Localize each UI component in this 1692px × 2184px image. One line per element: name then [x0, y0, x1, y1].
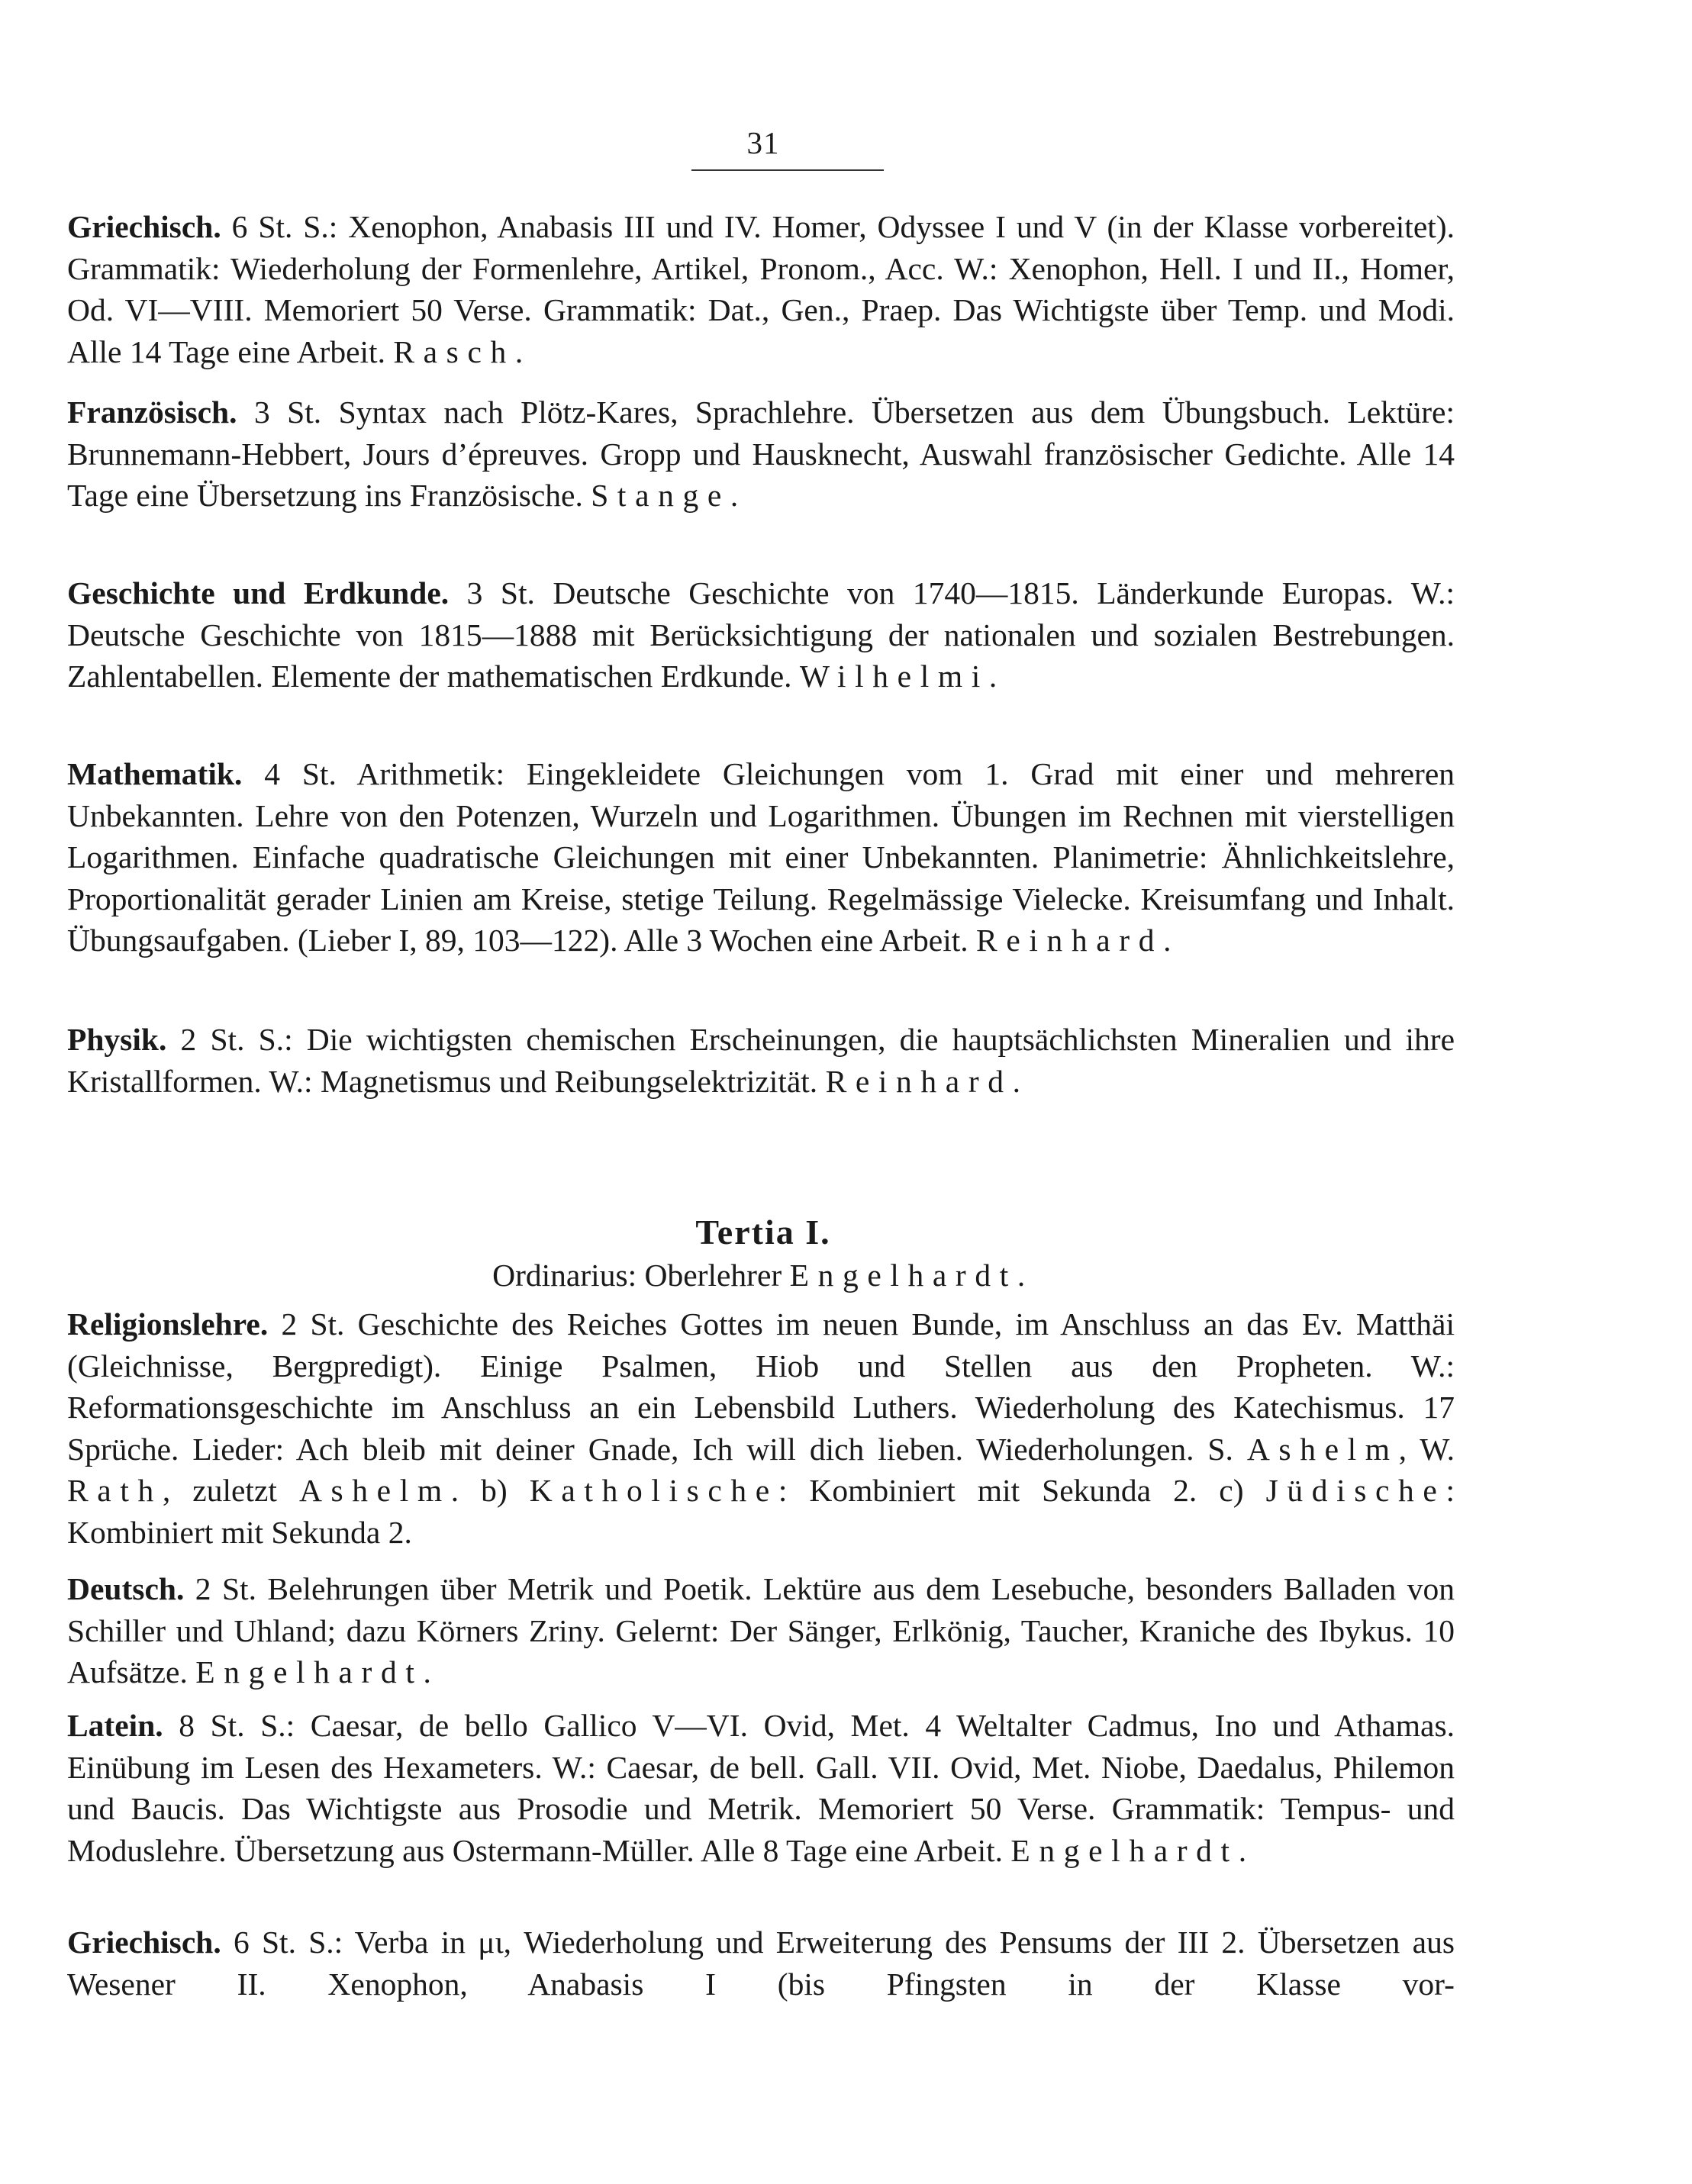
section-griechisch-prev: [67, 206, 1455, 372]
teacher-name: Reinhard.: [825, 1063, 1030, 1099]
subject-heading: Deutsch.: [67, 1571, 185, 1606]
ordinarius-name: Engelhardt.: [789, 1258, 1034, 1293]
teacher-name: Engelhardt.: [1010, 1832, 1255, 1868]
subject-heading: Griechisch.: [67, 1925, 221, 1960]
teacher-name: Ashelm: [1246, 1431, 1399, 1467]
subject-text: : Kombiniert mit Sekunda 2.: [67, 1473, 1455, 1550]
subject-heading: Religionslehre.: [67, 1306, 269, 1342]
subject-text: : Kombiniert mit Sekunda 2. c): [778, 1473, 1266, 1508]
subject-heading: Geschichte und Erdkunde.: [67, 575, 450, 610]
subject-heading: Physik.: [67, 1022, 167, 1057]
confession-label: Jüdische: [1265, 1473, 1446, 1508]
section-deutsch: [67, 1568, 1455, 1693]
teacher-name: Rasch.: [393, 333, 532, 369]
teacher-name: Rath: [67, 1473, 163, 1508]
section-mathematik: [67, 753, 1455, 962]
subject-heading: Mathematik.: [67, 756, 243, 791]
subject-heading: Französisch.: [67, 395, 237, 430]
teacher-name: Stange.: [591, 478, 747, 513]
header-rule: [691, 169, 884, 171]
subject-text: 6 St. S.: Xenophon, Anabasis III und IV. Homer, Odyssee I und V (in der Klasse vorbereitet). Grammatik: Wiederholung der Formenlehre, Artikel, Pronom., Acc. W.: Xenophon, Hell. I und II., Homer, Od. VI—VIII. Memoriert 50 Verse. Grammatik: Dat., Gen., Praep. Das Wichtigste über Temp. und Modi. Alle 14 Tage eine Arbeit.: [67, 209, 1455, 369]
section-latein: [67, 1705, 1455, 1871]
ordinarius-line: [0, 1257, 1526, 1293]
subject-text: 4 St. Arithmetik: Eingekleidete Gleichungen vom 1. Grad mit einer und mehreren Unbekannten. Lehre von den Potenzen, Wurzeln und Logarithmen. Übungen im Rechnen mit vierstelligen Logarithmen. Einfache quadratische Gleichungen mit einer Unbekannten. Planimetrie: Ähnlichkeitslehre, Proportionalität gerader Linien am Kreise, stetige Teilung. Regelmässige Vielecke. Kreisumfang und Inhalt. Übungsaufgaben. (Lieber I, 89, 103—122). Alle 3 Wochen eine Arbeit.: [67, 756, 1455, 958]
subject-heading: Latein.: [67, 1708, 163, 1743]
subject-text: . b): [450, 1473, 530, 1508]
subject-heading: Griechisch.: [67, 209, 221, 244]
subject-text: , W.: [1398, 1431, 1455, 1467]
subject-text: 3 St. Deutsche Geschichte von 1740—1815. Länderkunde Europas. W.: Deutsche Geschichte von 1815—1888 mit Berücksichtigung der nationalen und sozialen Bestrebungen. Zahlentabellen. Elemente der mathematischen Erdkunde.: [67, 575, 1455, 694]
page-number: 31: [746, 125, 780, 160]
teacher-name: Ashelm: [298, 1473, 451, 1508]
section-title-tertia: Tertia I.: [695, 1213, 831, 1251]
subject-text: 6 St. S.: Verba in μι, Wiederholung und Erweiterung des Pensums der III 2. Übersetzen aus Wesener II. Xenophon, Anabasis I (bis Pfingsten in der Klasse vor-: [67, 1925, 1455, 2002]
subject-text: 2 St. Belehrungen über Metrik und Poetik. Lektüre aus dem Lesebuche, besonders Balladen von Schiller und Uhland; dazu Körners Zriny. Gelernt: Der Sänger, Erlkönig, Taucher, Kraniche des Ibykus. 10 Aufsätze.: [67, 1571, 1455, 1690]
section-franzoesisch: [67, 391, 1455, 517]
section-griechisch-tertia: [67, 1921, 1455, 2005]
ordinarius-label: Ordinarius: Oberlehrer: [492, 1258, 790, 1293]
confession-label: Katholische: [529, 1473, 778, 1508]
subject-text: 2 St. S.: Die wichtigsten chemischen Erscheinungen, die hauptsächlichsten Mineralien und ihre Kristallformen. W.: Magnetismus und Reibungselektrizität.: [67, 1022, 1455, 1099]
subject-text: 3 St. Syntax nach Plötz-Kares, Sprachlehre. Übersetzen aus dem Übungsbuch. Lektüre: Brunnemann-Hebbert, Jours d’épreuves. Gropp und Hausknecht, Auswahl französischer Gedichte. Alle 14 Tage eine Übersetzung ins Französische.: [67, 395, 1455, 513]
subject-text: 2 St. Geschichte des Reiches Gottes im neuen Bunde, im Anschluss an das Ev. Matthäi (Gleichnisse, Bergpredigt). Einige Psalmen, Hiob und Stellen aus den Propheten. W.: Reformationsgeschichte im Anschluss an ein Lebensbild Luthers. Wiederholung des Katechismus. 17 Sprüche. Lieder: Ach bleib mit deiner Gnade, Ich will dich lieben. Wiederholungen. S.: [67, 1306, 1455, 1467]
section-geschichte: [67, 572, 1455, 697]
section-physik: [67, 1019, 1455, 1102]
section-religion: [67, 1303, 1455, 1553]
teacher-name: Engelhardt.: [195, 1654, 440, 1690]
subject-text: 8 St. S.: Caesar, de bello Gallico V—VI. Ovid, Met. 4 Weltalter Cadmus, Ino und Athamas. Einübung im Lesen des Hexameters. W.: Caesar, de bell. Gall. VII. Ovid, Met. Niobe, Daedalus, Philemon und Baucis. Das Wichtigste aus Prosodie und Metrik. Memoriert 50 Verse. Grammatik: Tempus- und Moduslehre. Übersetzung aus Ostermann-Müller. Alle 8 Tage eine Arbeit.: [67, 1708, 1455, 1868]
subject-text: , zuletzt: [162, 1473, 299, 1508]
teacher-name: Wilhelmi.: [799, 659, 1006, 694]
teacher-name: Reinhard.: [976, 923, 1181, 958]
